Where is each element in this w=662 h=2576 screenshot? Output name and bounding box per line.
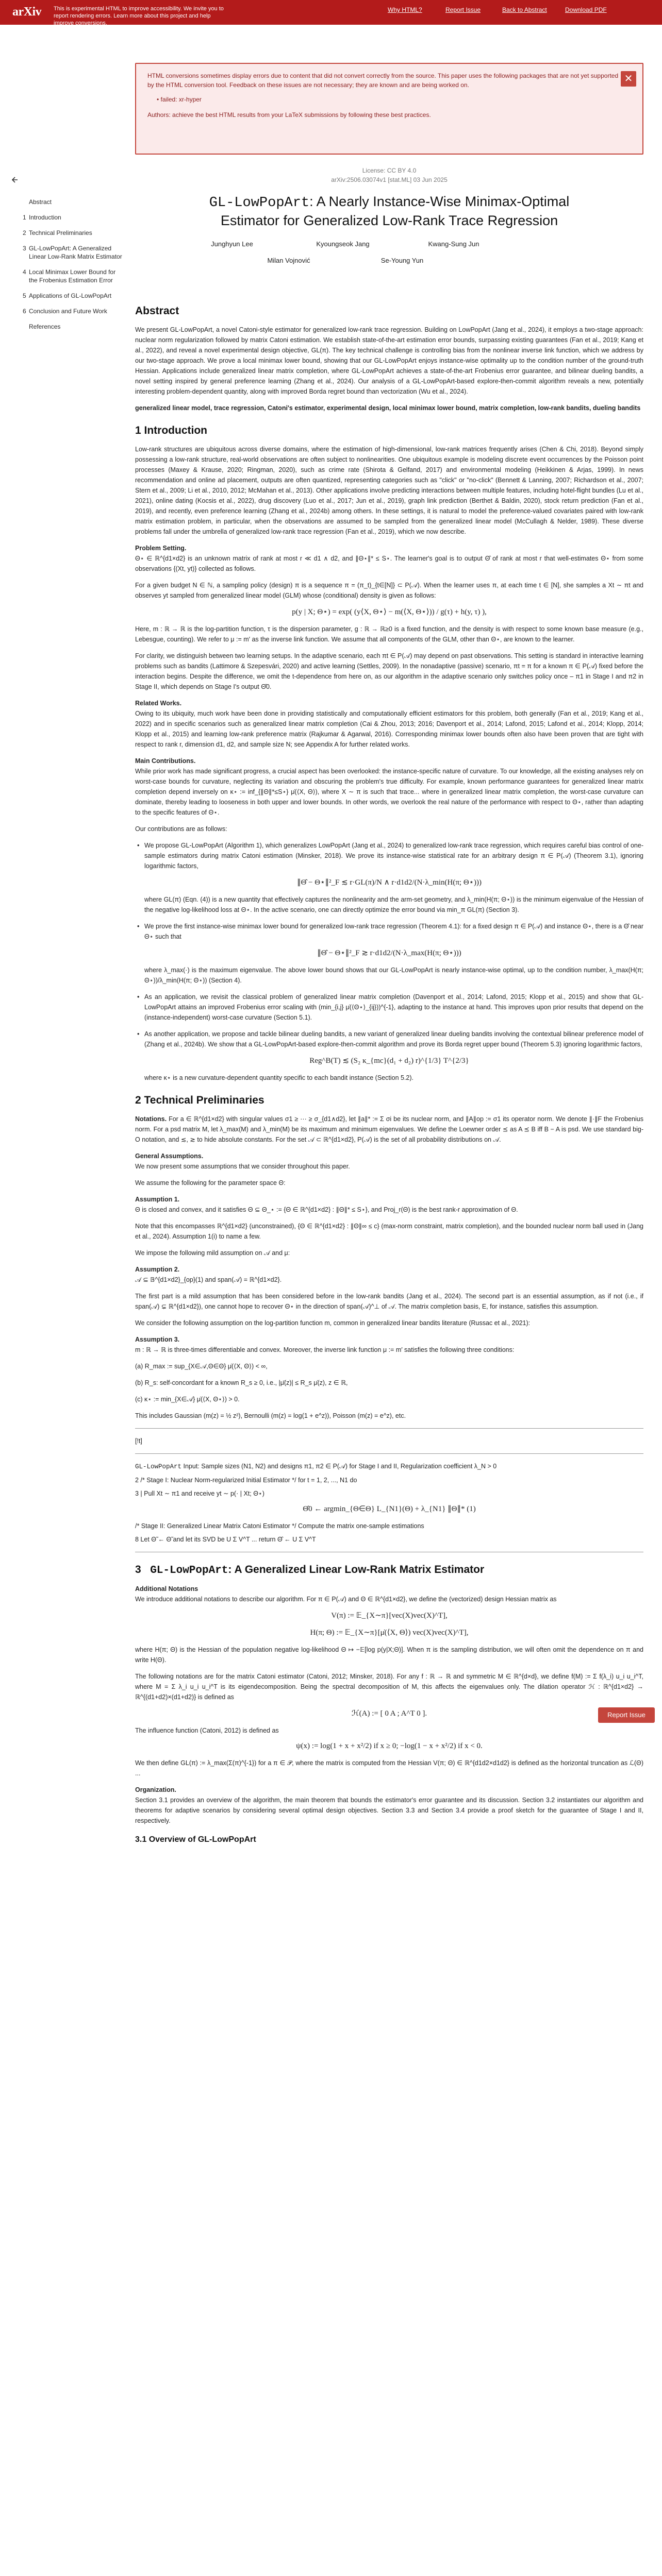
problem-setting [135,543,643,574]
toc-num: 4 [23,268,26,276]
bullet-text: As another application, we propose and tackle bilinear dueling bandits, a new variant of generalized linear dueling bandits involving the contextual bilinear preference model of (Zhang et al., 2024b). We show that a GL-LowPopArt-based explore-then-commit algorithm and prove its Borda regret upper bound (Theorem 5.3) ignoring logarithmic factors, [144,1030,643,1048]
toc-item-introduction[interactable] [23,213,126,222]
bullet-text: We propose GL-LowPopArt (Algorithm 1), which generalizes LowPopArt (Jang et al., 2024) to generalized low-rank trace regression, which requires careful bias control of one-sample estimators during matrix Catoni estimation (Minsker, 2018). We prove its instance-wise statistical rate for an arbitrary design π ∈ P(𝒜) (Theorem 3.1), ignoring logarithmic factors, [144,842,643,870]
ga-text: We now present some assumptions that we consider throughout this paper. [135,1163,350,1170]
influence-text: The influence function (Catoni, 2012) is defined as [135,1727,279,1734]
toc-label: Abstract [29,198,52,206]
an-text-2: where H(π; Θ) is the Hessian of the population negative log-likelihood Θ ↦ −𝔼[log p(y|X;Θ)]. When π is the sampling distribution, we will often omit the dependence on π and write H(Θ). [135,1646,643,1664]
algo-input-text: Input: Sample sizes (N1, N2) and designs π1, π2 ∈ P(𝒜) for Stage I and II, Regularization coefficient λ_N > 0 [181,1463,497,1470]
section3-heading: 3 GL-LowPopArt: A Generalized Linear Low-Rank Matrix Estimator [135,1564,485,1577]
notation-text: For a ∈ ℝ^{d1×d2} with singular values σ1 ≥ ··· ≥ σ_{d1∧d2}, let ∥a∥* := Σ σi be its nuclear norm, and ∥A∥op := σ1 its operator norm. We denote ∥·∥F the Frobenius norm. For a psd matrix M, let λ_max(M) and λ_min(M) be its maximum and minimum eigenvalues. We define the Loewner order ⪯ as A ⪯ B iff B − A is psd. We use standard big-O notation, and ≲, ≳ to hide absolute constants. For the set 𝒜 ⊂ ℝ^{d1×d2}, P(𝒜) is the set of all probability distributions on 𝒜. [135,1115,643,1143]
toc-item-conclusion[interactable] [23,307,126,315]
gl-definition: We then define GL(π) := λ_max(Σ(π)^{-1}) for a π ∈ 𝒫, where the matrix is computed from the Hessian V(π; Θ) ∈ ℝ^{d1d2×d1d2} is defined as the horizontal truncation as ℒ(Θ) ... [135,1759,643,1777]
equation-glm: p(y | X; Θ⋆) = exp( (y⟨X, Θ⋆⟩ − m(⟨X, Θ⋆⟩)) / g(τ) + h(y, τ) ), [292,608,487,616]
why-html-link[interactable]: Why HTML? [388,6,422,13]
algorithm-line: 3 | Pull Xt ∼ π1 and receive yt ∼ p(· | Xt; Θ⋆) [135,1490,264,1497]
divider [135,1453,643,1454]
an-heading: Additional Notations [135,1585,198,1592]
toc-num: 1 [23,214,26,221]
algorithm-label: [!t] [135,1437,142,1445]
warning-text: HTML conversions sometimes display errors due to content that did not convert correctly from the source. This paper uses the following packages that are not yet supported by the HTML conversion tool. Feedback on these issues are not necessary; they are known and are being worked on. [147,72,619,89]
toc-label: References [29,323,61,330]
abstract-text: We present GL-LowPopArt, a novel Catoni-style estimator for generalized low-rank trace regression. Building on LowPopArt (Jang et al., 2024), it employs a two-stage approach: nuclear norm regularization followed by matrix Catoni estimation. We establish state-of-the-art estimation error bounds, surpassing existing guarantees (Fan et al., 2019; Kang et al., 2022), and reveal a novel experimental design objective, GL(π). The key technical challenge is controlling bias from the nonlinear inverse link function, which we address by our two-stage approach. We prove a local minimax lower bound, showing that our GL-LowPopArt enjoys instance-wise optimality up to the condition number of the ground-truth Hessian. Applications include generalized linear matrix completion, where GL-LowPopArt achieves a state-of-the-art Frobenius error guarantee, and bilinear dueling bandits, a novel setting inspired by general preference learning (Zhang et al., 2024). Our analysis of a GL-LowPopArt-based explore-then-commit algorithm reveals a new, potentially interesting problem-dependent quantity, along with improved Borda regret bound than vectorization (Wu et al., 2024). [135,326,643,395]
intro-paragraph: Low-rank structures are ubiquitous across diverse domains, where the estimation of high-dimensional, low-rank matrices frequently arises (Chen & Chi, 2018). Beyond simply possessing a low-rank structure, real-world observations are often subject to nonlinearities. One ubiquitous example is modeling discrete event occurrences by the Poisson point processes (Maxey & Krause, 2020; Ringman, 2020), such as crime rate (Shirota & Gelfand, 2017) and environmental modeling (Heikkinen & Arjas, 1999). In news recommendation and online ad placement, outputs are often quantized, representing categories such as "click" or "no-click" (Bennett & Lanning, 2007; Richardson et al., 2007; Stern et al., 2009; Li et al., 2010, 2012; McMahan et al., 2013). Other applications involve predicting interactions between multiple features, including hotel-flight bundles (Lu et al., 2021), online dating (Kocsis et al., 2022), drug discovery (Luo et al., 2017; Jun et al., 2019), graph link prediction (Berthet & Baldin, 2020), stock return prediction (Fan et al., 2019), and recently, even preference learning (Zhang et al., 2024b) among others. In these settings, it is natural to model the preference-valued covariates paired with low-rank matrix estimation problem, in particular, when the observations are assumed to be sampled from the generalized linear model (McCullagh & Nelder, 1989). These diverse problems fall under the umbrella of generalized low-rank trace regression (Fan et al., 2019), which we now describe. [135,446,643,535]
banner-message: This is experimental HTML to improve accessibility. We invite you to report rendering errors. Learn more about this project and help improve conversions. [54,6,224,26]
rw-text: Owing to its ubiquity, much work have been done in providing statistically and computationally efficient estimators for this problem, both generally (Fan et al., 2019; Kang et al., 2022) and in specific scenarios such as generalized linear matrix completion (Cai & Zhou, 2013; 2016; Davenport et al., 2014; Lafond, 2015; Lafond et al., 2014; Klopp, 2014; Klopp et al., 2015) and learning low-rank preference matrix (Rajkumar & Agarwal, 2016). Corresponding minimax lower bounds often also have been proven that are tight with respect to rank r, dimension d1, d2, and sample size N; see Appendix A for further related works. [135,710,643,748]
a1-heading: Assumption 1. [135,1196,180,1203]
equation-influence: ψ(x) := log(1 + x + x²/2) if x ≥ 0; −log(1 − x + x²/2) if x < 0. [296,1742,483,1750]
keywords: generalized linear model, trace regression, Catoni's estimator, experimental design, local minimax lower bound, matrix completion, low-rank bandits, dueling bandits [135,404,641,412]
a3-item: (a) R_max := sup_{X∈𝒜,Θ∈Θ} μ̇(⟨X, Θ⟩) < ∞, [135,1363,268,1370]
ga-heading: General Assumptions. [135,1153,204,1160]
algorithm-line: 2 /* Stage I: Nuclear Norm-regularized Initial Estimator */ for t = 1, 2, ..., N1 do [135,1477,357,1484]
author: Milan Vojnović [267,257,310,264]
list-item: • As an application, we revisit the classical problem of generalized linear matrix completion (Davenport et al., 2014; Lafond, 2015; Klopp et al., 2015) and show that GL-LowPopArt attains an improved Frobenius error scaling with (min_{i,j} μ̇(⟨Θ⋆⟩_{ij}))^{-1}, adapting to the instance at hand. This improves upon prior results that depend on the (instance-independent) worst-case curvature (Section 5.1). [135,992,643,1023]
equation-regret: Reg^B(T) ≲ (S₂ ĸ_{mc}(d₁ + d₂) r)^{1/3} T^{2/3} [309,1057,469,1065]
list-item [135,965,643,986]
toc-item-abstract[interactable] [23,198,126,206]
catoni-text: The following notations are for the matrix Catoni estimator (Catoni, 2012; Minsker, 2018). For any f : ℝ → ℝ and symmetric M ∈ ℝ^{d×d}, we define f(M) := Σ f(λ_i) u_i u_i^T, where M = Σ λ_i u_i u_i^T is its eigendecomposition. Being the spectral decomposition of M, this affects the eigenvalues only. The dilation operator ℋ : ℝ^{d1×d2} → ℝ^{(d1+d2)×(d1+d2)} is defined as [135,1673,643,1701]
list-item: • As another application, we propose and tackle bilinear dueling bandits, a new variant of generalized linear dueling bandits involving the contextual bilinear preference model of (Zhang et al., 2024b). We show that a GL-LowPopArt-based explore-then-commit algorithm and prove its Borda regret upper bound (Theorem 5.3) ignoring logarithmic factors, [135,1029,643,1049]
ps-heading: Problem Setting. [135,545,187,552]
toc-label: GL-LowPopArt: A Generalized Linear Low-Rank Matrix Estimator [29,245,122,260]
author: Se-Young Yun [380,257,424,264]
logo-text: arXiv [12,5,42,19]
a2-note: The first part is a mild assumption that has been considered before in the low-rank bandits (Jang et al., 2024). The second part is an essential assumption, as if not (i.e., if span(𝒜) ⊊ ℝ^{d1×d2}), one cannot hope to recover Θ⋆ in the direction of span(𝒜)^⊥ of 𝒜. The matrix completion basis, E, for instance, satisfies this assumption. [135,1293,643,1310]
a1-text: Θ is closed and convex, and it satisfies Θ ⊆ Θ_⋆ := {Θ ∈ ℝ^{d1×d2} : ∥Θ∥* ≤ S⋆}, and Proj_r(Θ) is the best rank-r approximation of Θ. [135,1206,518,1213]
intro-heading: 1 Introduction [135,425,207,436]
title-line2: Estimator for Generalized Low-Rank Trace Regression [220,213,558,228]
notations [135,1114,643,1145]
title-line1: : A Nearly Instance-Wise Minimax-Optimal [309,194,570,209]
toc-item-preliminaries[interactable] [23,229,126,237]
warning-failed-list: • failed: xr-hyper [157,96,202,103]
organization [135,1785,643,1826]
arxiv-banner [0,0,662,25]
equation-hessian: H(π; Θ) := 𝔼_{X∼π}[μ̇(⟨X, Θ⟩) vec(X)vec(X)^T], [310,1629,469,1637]
algorithm-input [135,1461,643,1472]
after-eq-text: Here, m : ℝ → ℝ is the log-partition function, τ is the dispersion parameter, g : ℝ → ℝ≥0 is a fixed function, and the density is with respect to some known base measure (e.g., Lebesgue, counting). We refer to μ := m′ as the inverse link function. We assume that all components of the GLM, other than Θ⋆, are known to the learner. [135,625,643,643]
org-heading: Organization. [135,1786,176,1793]
bullet-text: As an application, we revisit the classical problem of generalized linear matrix completion (Davenport et al., 2014; Lafond, 2015; Klopp et al., 2015) and show that GL-LowPopArt attains an improved Frobenius error scaling with (min_{i,j} μ̇(⟨Θ⋆⟩_{ij}))^{-1}, adapting to the instance at hand. This improves upon prior results that depend on the (instance-independent) worst-case curvature (Section 5.1). [144,993,643,1021]
subsection-heading: 3.1 Overview of GL-LowPopArt [135,1835,256,1844]
toc-label: Introduction [29,214,61,221]
arxiv-identifier: arXiv:2506.03074v1 [stat.ML] 03 Jun 2025 [331,176,448,183]
additional-notations [135,1584,643,1604]
ps-text-2: For a given budget N ∈ ℕ, a sampling policy (design) π is a sequence π = (π_t)_{t∈[N]} ⊂ P(𝒜). When the learner uses π, at each time t ∈ [N], she samples a Xt ∼ πt and observes yt sampled from generalized linear model (GLM) whose (conditional) density is given as follows: [135,582,643,599]
back-to-abstract-link[interactable]: Back to Abstract [502,6,547,13]
two-stage-text: For clarity, we distinguish between two learning setups. In the adaptive scenario, each πt ∈ P(𝒜) may depend on past observations. This setting is standard in interactive learning problems such as bandits (Lattimore & Szepesvári, 2020) and active learning (Settles, 2009). In the nonadaptive (passive) scenario, πt = π for a known π ∈ P(𝒜) fixed before the interaction begins. Despite the difference, we omit the t-dependence from here on, as our algorithm in the adaptive scenario only switches policy once – π1 in Stage I and π2 in Stage II, which depends on Stage I's output Θ̂0. [135,652,643,690]
a2-heading: Assumption 2. [135,1266,180,1273]
toc-label: Applications of GL-LowPopArt [29,292,112,299]
algorithm-line: 8 Let Θ̃ ← Θ̃ and let its SVD be U Σ V^T ... return Θ̂ ← U Σ V^T [135,1536,316,1543]
conversion-warning-box [135,63,643,155]
a3-item: (c) κ⋆ := min_{X∈𝒜} μ̇(⟨X, Θ⋆⟩) > 0. [135,1396,240,1403]
report-issue-link[interactable]: Report Issue [445,6,481,13]
toc-num [23,323,29,331]
toc-num: 5 [23,292,26,299]
bullet-text: We prove the first instance-wise minimax lower bound for generalized low-rank trace regression (Theorem 4.1): for a fixed design π ∈ P(𝒜) and instance Θ⋆, there is a Θ̂ near Θ⋆ such that [144,923,643,940]
a3-text: m : ℝ → ℝ is three-times differentiable and convex. Moreover, the inverse link function μ := m′ satisfies the following three conditions: [135,1346,515,1353]
paper-body [135,294,643,1850]
divider [135,1428,643,1429]
toc-label: Local Minimax Lower Bound for the Frobenius Estimation Error [29,268,116,284]
notation-heading: Notations. [135,1115,167,1123]
list-item [135,894,643,915]
bullet-text: where κ⋆ is a new curvature-dependent quantity specific to each bandit instance (Section 5.2). [144,1074,414,1081]
equation-design-matrix: V(π) := 𝔼_{X∼π}[vec(X)vec(X)^T], [331,1612,448,1620]
paper-title [135,193,643,229]
list-item: • We prove the first instance-wise minimax lower bound for generalized low-rank trace regression (Theorem 4.1): for a fixed design π ∈ P(𝒜) and instance Θ⋆, there is a Θ̂ near Θ⋆ such that [135,921,643,942]
toc-num: 6 [23,308,26,315]
ga-text-2: We assume the following for the parameter space Θ: [135,1179,286,1187]
toc-item-applications[interactable] [23,292,126,300]
bullet-text: where λ_max(·) is the maximum eigenvalue. The above lower bound shows that our GL-LowPopArt is nearly instance-wise optimal, up to the condition number, λ_max(H(π; Θ⋆))/λ_min(H(π; Θ⋆)) (Section 4). [144,967,643,984]
a3-note: This includes Gaussian (m(z) = ½ z²), Bernoulli (m(z) = log(1 + e^z)), Poisson (m(z) = e^z), etc. [135,1412,406,1419]
a1-note: Note that this encompasses ℝ^{d1×d2} (unconstrained), {Θ ∈ ℝ^{d1×d2} : ∥Θ∥∞ ≤ c} (max-norm constraint, matrix completion), and the bounded nuclear norm ball used in (Jang et al., 2024). Assumption 1(i) to name a few. [135,1223,643,1240]
assumption-2 [135,1264,643,1285]
mc-heading: Main Contributions. [135,757,196,765]
toc-item-lower-bound[interactable] [23,268,126,284]
bullet-text: where GL(π) (Eqn. (4)) is a new quantity that effectively captures the nonlinearity and the arm-set geometry, and λ_min(H(π; Θ⋆)) is the minimum eigenvalue of the Hessian of the negative log-likelihood loss at Θ⋆. In the active scenario, one can directly optimize the error bound via min_π GL(π) (Section 3). [144,896,643,913]
equation-upper-bound: ∥Θ̂ − Θ⋆∥²_F ≲ r·GL(π)/N ∧ r·d1d2/(N·λ_min(H(π; Θ⋆))) [296,878,482,887]
table-of-contents [23,198,126,338]
warning-authors-note: Authors: achieve the best HTML results from your LaTeX submissions by following these best practices. [147,111,431,118]
algo-name: GL-LowPopArt [135,1463,182,1470]
a3-item: (b) R_s: self-concordant for a known R_s ≥ 0, i.e., |μ̈(z)| ≤ R_s μ̇(z), z ∈ ℝ, [135,1379,348,1386]
equation-lower-bound: ∥Θ̂ − Θ⋆∥²_F ≳ r·d1d2/(N·λ_max(H(π; Θ⋆))) [317,949,461,957]
contrib-intro: Our contributions are as follows: [135,825,227,833]
rw-heading: Related Works. [135,700,182,707]
close-icon[interactable]: ✕ [621,71,636,87]
toc-label: Conclusion and Future Work [29,308,107,315]
toc-num [23,198,29,206]
failed-package: failed: xr-hyper [160,96,202,103]
main-contributions [135,756,643,818]
ps-text: Θ⋆ ∈ ℝ^{d1×d2} is an unknown matrix of rank at most r ≪ d1 ∧ d2, and ∥Θ⋆∥* ≤ S⋆. The learner's goal is to output Θ̂ of rank at most r that well-estimates Θ⋆ from some observations {(Xt, yt)} collected as follows. [135,555,643,572]
a2-text: 𝒜 ⊆ 𝔹^{d1×d2}_{op}(1) and span(𝒜) = ℝ^{d1×d2}. [135,1276,282,1283]
s3-rest: : A Generalized Linear Low-Rank Matrix Estimator [228,1564,485,1575]
arxiv-logo[interactable] [12,5,46,20]
mc-text: While prior work has made significant progress, a crucial aspect has been overlooked: the instance-specific nature of curvature. To our knowledge, all the existing analyses rely on worst-case bounds for curvature, neglecting its variation and obscuring the problem's true difficulty. For example, known performance guarantees for generalized linear matrix completion depend inversely on κ⋆ := inf_{∥Θ∥*≤S⋆} μ̇(⟨X, Θ⟩), where X ∼ π is such that trace... where in generalized linear matrix completion, the worst-case curvature can dominate, thereby leading to looseness in both upper and lower bounds. In other words, we overlook the real nature of the performance with respect to Θ⋆, rather than adapting to the specific features of Θ⋆. [135,768,643,816]
license-label: License: CC BY 4.0 [362,167,417,174]
author: Kyoungseok Jang [316,240,370,248]
list-item [135,1073,643,1083]
author: Junghyun Lee [211,240,253,248]
toc-num: 3 [23,245,26,252]
assumption-3 [135,1334,643,1355]
assumption-1 [135,1194,643,1215]
algorithm-line: /* Stage II: Generalized Linear Matrix Catoni Estimator */ Compute the matrix one-sample estimations [135,1522,424,1530]
equation-dilation: ℋ(A) := [ 0 A ; A^T 0 ]. [351,1709,427,1718]
author: Kwang-Sung Jun [428,240,479,248]
arrow-left-icon[interactable] [11,175,20,184]
a2-note-2: We consider the following assumption on the log-partition function m, common in generalized linear bandits literature (Russac et al., 2021): [135,1319,531,1327]
abstract-heading: Abstract [135,305,179,317]
related-works [135,698,643,750]
list-item: • We propose GL-LowPopArt (Algorithm 1), which generalizes LowPopArt (Jang et al., 2024) to generalized low-rank trace regression, which requires careful bias control of one-sample estimators during matrix Catoni estimation (Minsker, 2018). We prove its instance-wise statistical rate for an arbitrary design π ∈ P(𝒜) (Theorem 3.1), ignoring logarithmic factors, [135,840,643,871]
toc-label: Technical Preliminaries [29,229,92,236]
a1-note-2: We impose the following mild assumption on 𝒜 and μ: [135,1249,290,1257]
download-pdf-link[interactable]: Download PDF [565,6,607,13]
org-text: Section 3.1 provides an overview of the algorithm, the main theorem that bounds the estimator's error guarantee and its discussion. Section 3.2 instantiates our algorithm and theorems for adaptive scenarios by considering several optimal design objectives. Section 3.3 and Section 3.4 provide a proof sketch for the guarantee of Stage I and II, respectively. [135,1797,643,1824]
prelim-heading: 2 Technical Preliminaries [135,1094,264,1106]
s3-mono: GL-LowPopArt [150,1565,228,1577]
general-assumptions [135,1151,643,1172]
an-text: We introduce additional notations to describe our algorithm. For π ∈ P(𝒜) and Θ ∈ ℝ^{d1×d2}, we define the (vectorized) design Hessian matrix as [135,1596,557,1603]
algorithm-equation: Θ̂0 ← argmin_{Θ∈Θ} L_{N1}(Θ) + λ_{N1} ∥Θ∥* (1) [303,1505,476,1513]
report-issue-button[interactable]: Report Issue [598,1707,655,1723]
toc-item-references[interactable] [23,323,126,331]
toc-num: 2 [23,229,26,236]
toc-item-estimator[interactable] [23,244,126,261]
a3-heading: Assumption 3. [135,1336,180,1343]
title-mono: GL-LowPopArt [209,195,310,211]
